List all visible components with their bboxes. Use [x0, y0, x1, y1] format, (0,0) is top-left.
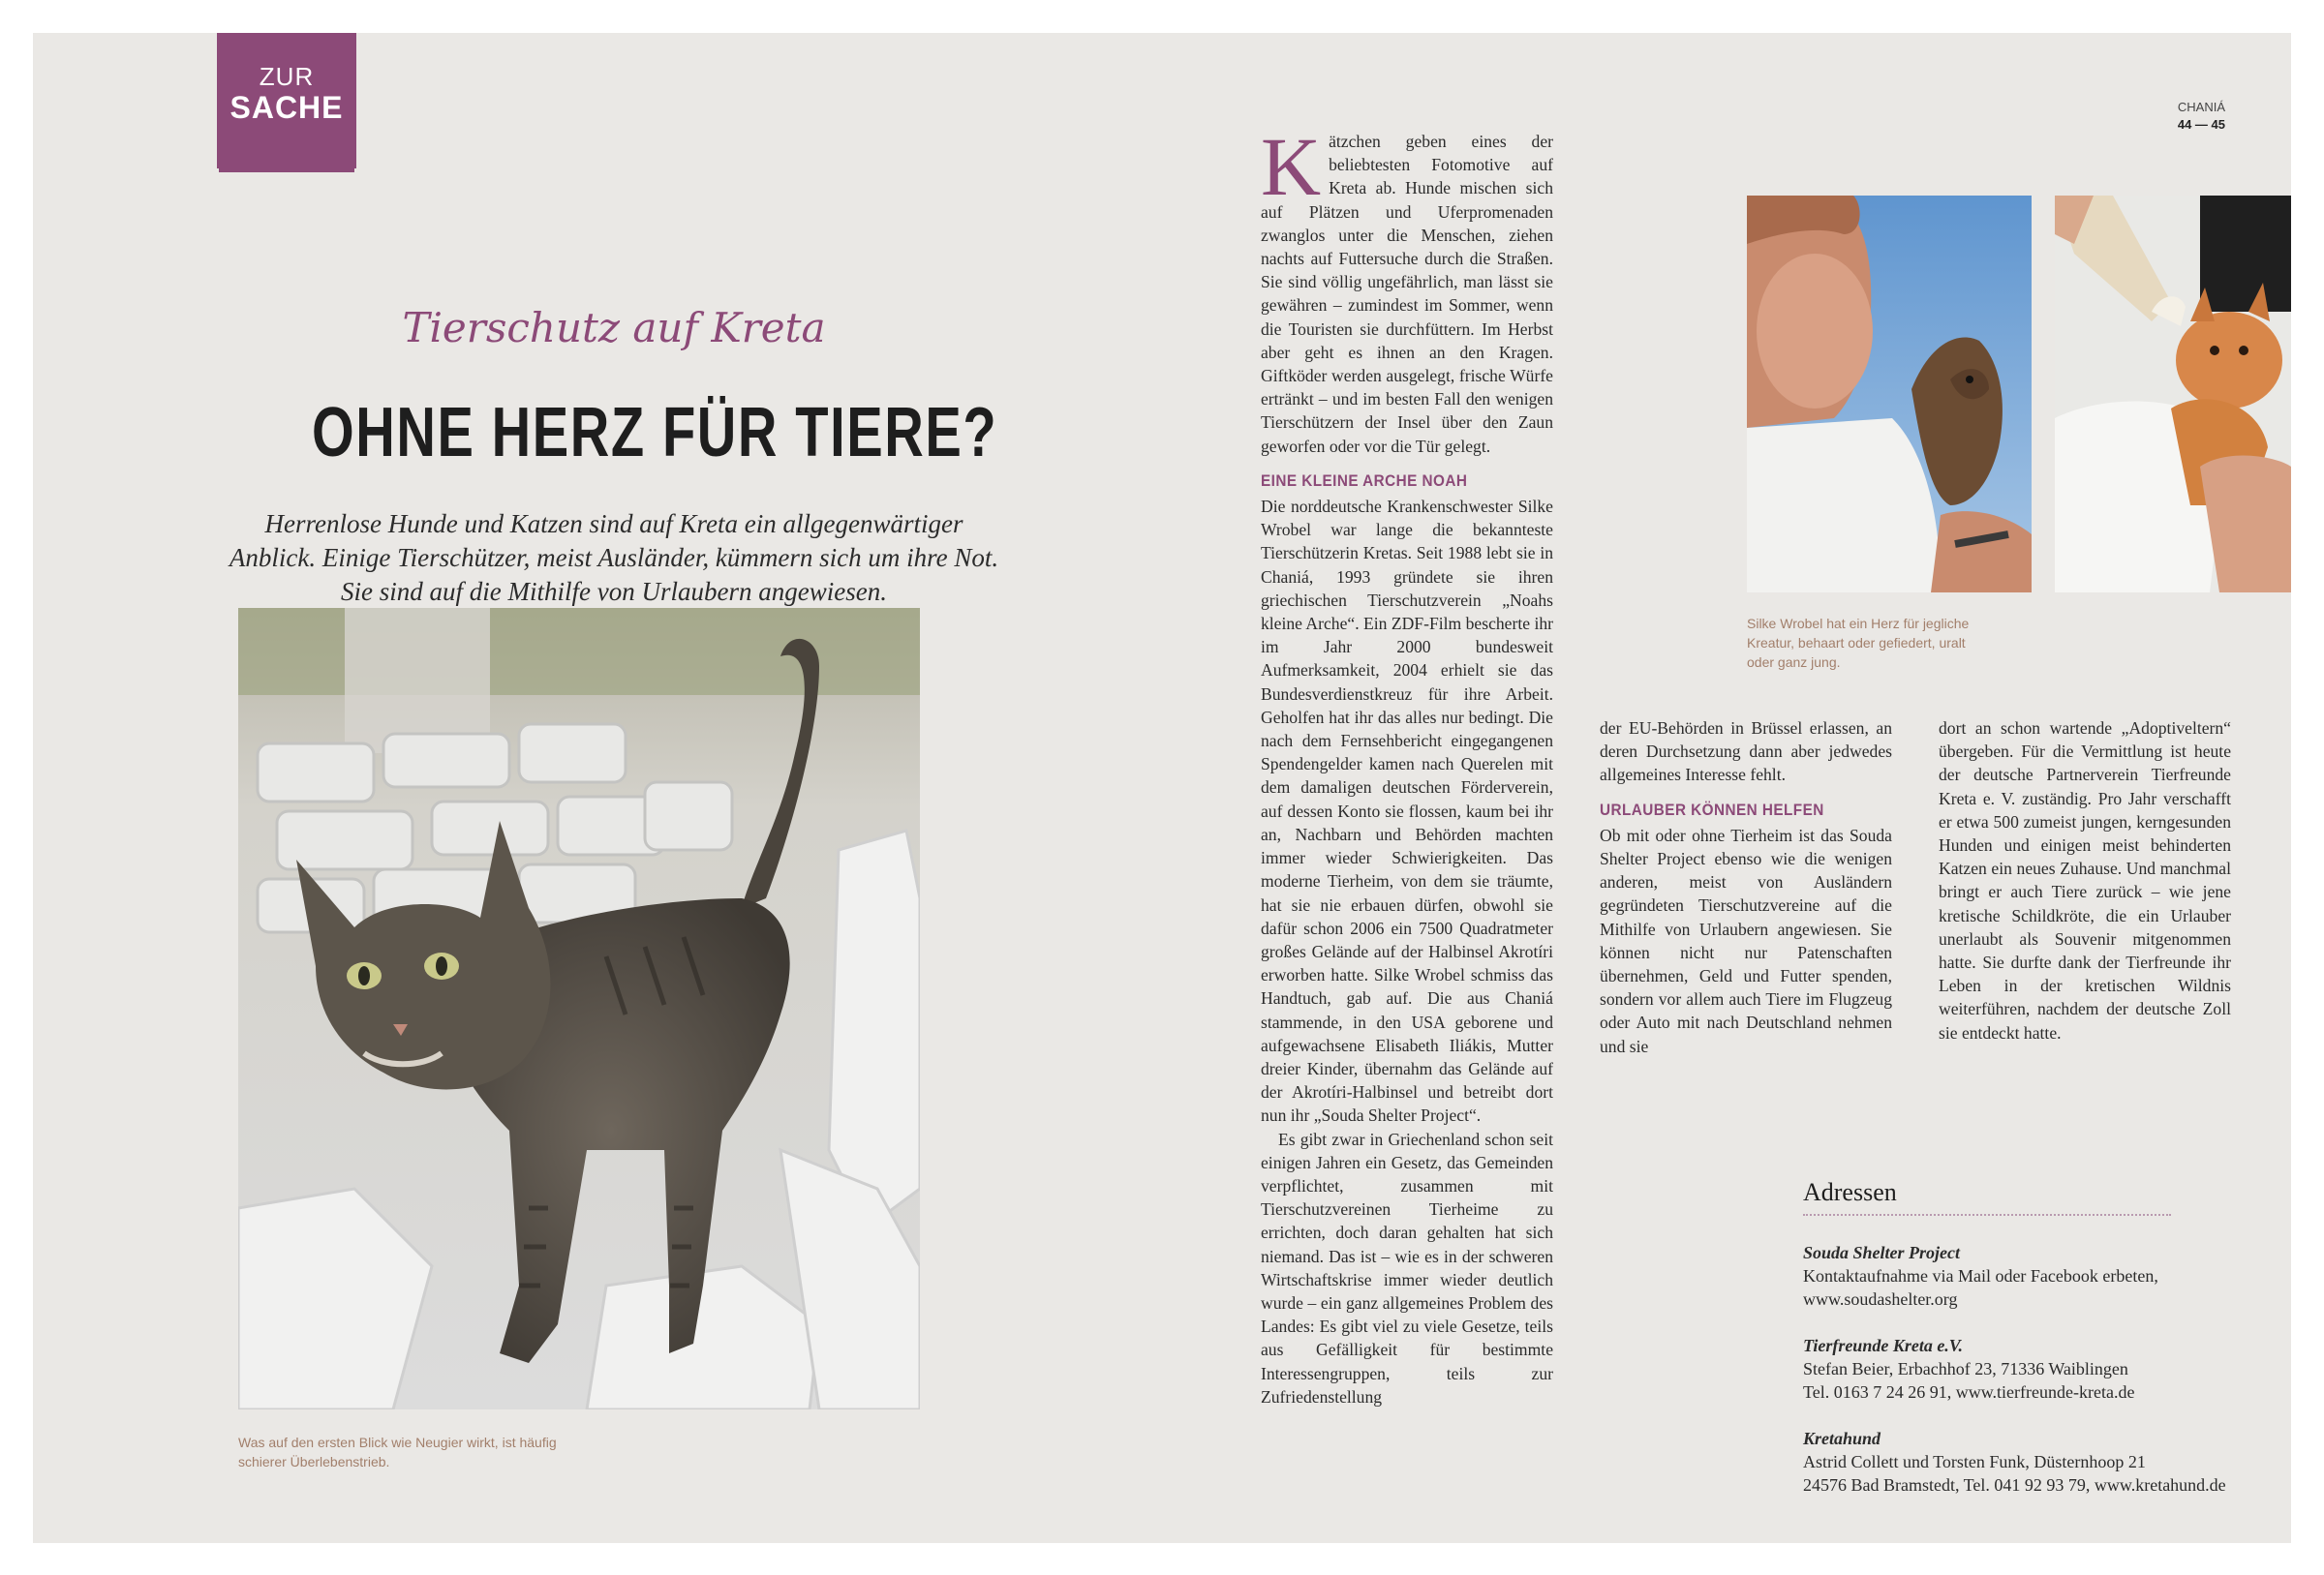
page-numbers: 44 — 45 [2177, 117, 2225, 132]
subheading-urlauber: URLAUBER KÖNNEN HELFEN [1600, 800, 1824, 819]
paragraph-1: ätzchen geben eines der beliebtesten Fotomotive auf Kreta ab. Hunde mischen sich auf Plätzen und Uferpromenaden zwanglos unter die Menschen, ziehen nachts auf Futtersuche durch die Straßen. Sie sind völlig ungefährlich, man lässt sie gewähren – zumindest im Sommer, wenn die Touristen sie durchfüttern. Im Herbst aber geht es ihnen an den Kragen. Giftköder werden ausgelegt, frische Würfe ertränkt – und im besten Fall den wenigen Tierschützern der Insel über den Zaun geworfen oder vor die Tür gelegt. [1261, 132, 1553, 456]
address-entry [1803, 1241, 2287, 1311]
article-headline: OHNE HERZ FÜR TIERE? [312, 394, 998, 471]
location-label: CHANIÁ [2177, 100, 2225, 114]
address-name: Tierfreunde Kreta e.V. [1803, 1336, 1963, 1355]
dotted-divider [1803, 1214, 2171, 1216]
kitten-bottle-feeding-image [2055, 196, 2291, 592]
address-line: 24576 Bad Bramstedt, Tel. 041 92 93 79, www.kretahund.de [1803, 1475, 2226, 1495]
address-entry [1803, 1334, 2287, 1404]
article-kicker: Tierschutz auf Kreta [402, 304, 826, 351]
paragraph-3: Es gibt zwar in Griechenland schon seit einigen Jahren ein Gesetz, das Gemeinden verpflichtet, zusammen mit Tierschutzvereinen Tierheime zu errichten, doch daran gehalten hat sich niemand. Das ist – wie es in der schweren Wirtschaftskrise immer wieder deutlich wurde – ein ganz allgemeines Problem des Landes: Es gibt viel zu viele Gesetze, teils aus Gefälligkeit für bestimmte Interessengruppen, teils zur Zufriedenstellung [1261, 1129, 1553, 1407]
woman-photos-caption: Silke Wrobel hat ein Herz für jegliche Kreatur, behaart oder gefiedert, uralt oder ganz jung. [1747, 616, 1970, 670]
address-name: Souda Shelter Project [1803, 1243, 1961, 1262]
section-tag-line1: ZUR [259, 62, 315, 91]
cat-photo [238, 608, 920, 1409]
addresses-title: Adressen [1803, 1178, 1897, 1206]
section-tag [217, 33, 356, 168]
article-column-3 [1939, 716, 2231, 1045]
paragraph-6: dort an schon wartende „Adoptiveltern“ übergeben. Für die Vermittlung ist heute der deutsche Partnerverein Tierfreunde Kreta e. V. zuständig. Pro Jahr verschafft er etwa 500 zumeist jungen, kerngesunden Hunden und einigen meist behinderten Katzen ein neues Zuhause. Und manchmal bringt er auch Tiere zurück – wie jene kretische Schildkröte, die ein Urlauber unerlaubt als Souvenir mitgenommen hatte. Sie durfte dank der Tierfreunde ihr Leben in der kretischen Wildnis weiterführen, nachdem der deutsche Zoll sie entdeckt hatte. [1939, 718, 2231, 1043]
address-name: Kretahund [1803, 1429, 1881, 1448]
woman-with-bird-image [1747, 196, 2032, 592]
address-line: Tel. 0163 7 24 26 91, www.tierfreunde-kreta.de [1803, 1382, 2135, 1402]
paragraph-5: Ob mit oder ohne Tierheim ist das Souda Shelter Project ebenso wie die wenigen anderen, meist von Ausländern gegründeten Tierschutzvereine auf die Mithilfe von Urlaubern angewiesen. Sie können nicht nur Patenschaften übernehmen, Geld und Futter spenden, sondern vor allem auch Tiere im Flugzeug oder Auto mit nach Deutschland nehmen und sie [1600, 825, 1892, 1056]
magazine-spread [33, 33, 2291, 1543]
subheading-arche-noah: EINE KLEINE ARCHE NOAH [1261, 470, 1468, 490]
article-intro: Herrenlose Hunde und Katzen sind auf Kreta ein allgegenwärtiger Anblick. Einige Tierschützer, meist Ausländer, kümmern sich um ihre Not. Sie sind auf die Mithilfe von Urlaubern angewiesen. [229, 509, 999, 606]
page-number-block [2178, 99, 2225, 134]
drop-cap: K [1261, 120, 1322, 213]
woman-with-bird-photo [1747, 196, 2032, 592]
address-line: Astrid Collett und Torsten Funk, Düsternhoop 21 [1803, 1452, 2146, 1471]
addresses-box [1803, 1178, 2287, 1520]
section-tag-line2: SACHE [229, 90, 344, 125]
address-line: Kontaktaufnahme via Mail oder Facebook erbeten, [1803, 1266, 2158, 1286]
address-line: Stefan Beier, Erbachhof 23, 71336 Waiblingen [1803, 1359, 2128, 1378]
article-column-2 [1600, 716, 1892, 1058]
cat-photo-caption: Was auf den ersten Blick wie Neugier wirkt, ist häufig schierer Überlebenstrieb. [238, 1435, 557, 1469]
paragraph-2: Die norddeutsche Krankenschwester Silke Wrobel war lange die bekannteste Tierschützerin Kretas. Seit 1988 lebt sie in Chaniá, 1993 gründete sie ihren griechischen Tierschutzverein „Noahs kleine Arche“. Ein ZDF-Film bescherte ihr im Jahr 2000 bundesweit Aufmerksamkeit, 2004 erhielt sie das Bundesverdienstkreuz für ihre Arbeit. Geholfen hat ihr das alles nur bedingt. Die nach dem Fernsehbericht eingegangenen Spendengelder kamen nach Querelen mit dem damaligen deutschen Förderverein, auf dessen Konto sie flossen, kaum bei ihr an, Nachbarn und Behörden machten immer wieder Schwierigkeiten. Das moderne Tierheim, von dem sie träumte, hat sie nie erbauen dürfen, obwohl sie dafür schon 2006 ein 7500 Quadratmeter großes Gelände auf der Halbinsel Akrotíri erworben hatte. Silke Wrobel schmiss das Handtuch, gab auf. Die aus Chaniá stammende, in den USA geborene und aufgewachsene Elisabeth Iliákis, Mutter dreier Kinder, übernahm das Gelände auf der Akrotíri-Halbinsel und betreibt dort nun ihr „Souda Shelter Project“. [1261, 497, 1553, 1126]
cat-photo-image [238, 608, 920, 1409]
kitten-bottle-feeding-photo [2055, 196, 2291, 592]
paragraph-4: der EU-Behörden in Brüssel erlassen, an deren Durchsetzung dann aber jedwedes allgemeines Interesse fehlt. [1600, 718, 1892, 785]
address-entry [1803, 1427, 2287, 1497]
article-column-1 [1261, 120, 1553, 1408]
address-line: www.soudashelter.org [1803, 1289, 1958, 1309]
